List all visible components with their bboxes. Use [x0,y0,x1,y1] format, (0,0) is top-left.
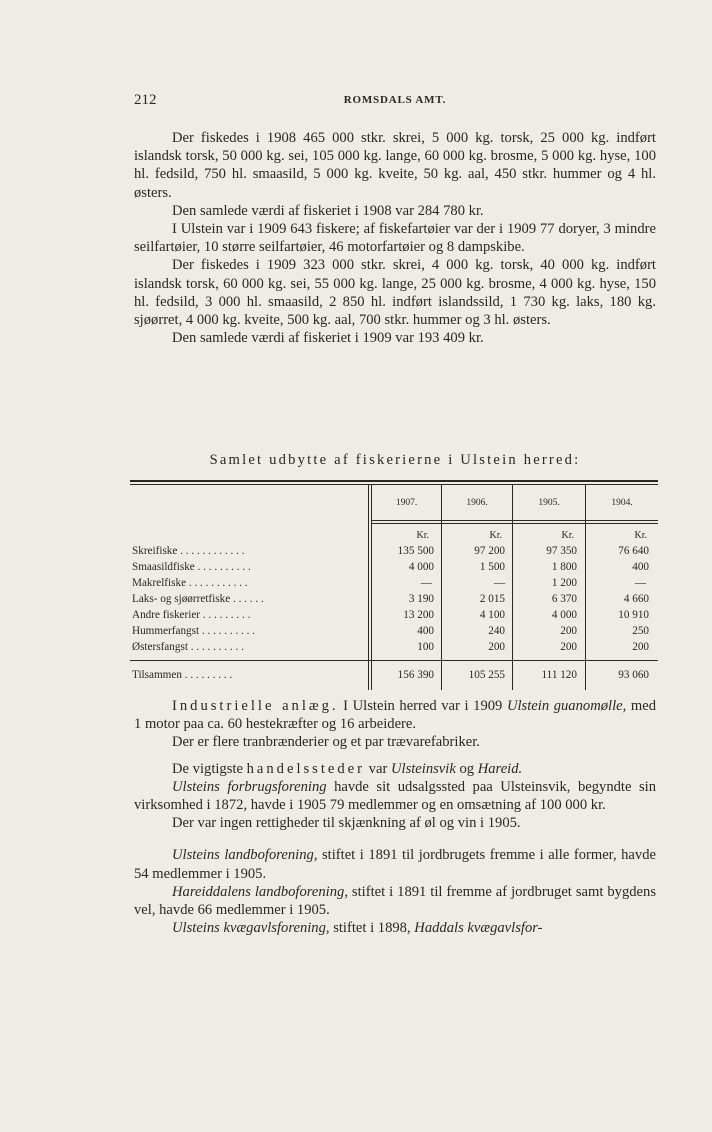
row-label: Smaasildfiske . . . . . . . . . . [132,561,251,573]
italic-name: Ulsteins kvægavlsforening, [172,920,330,937]
total-label: Tilsammen . . . . . . . . . [132,669,233,681]
cell-value: — [634,577,646,589]
italic-name: Ulsteins landboforening, [172,847,318,864]
cell-value: 200 [560,641,577,653]
paragraph-value-1908: Den samlede værdi af fiskeriet i 1908 var 284 780 kr. [172,202,484,219]
cell-value: 4 000 [408,561,434,573]
cell-value: 4 100 [479,609,505,621]
page-number: 212 [134,92,157,108]
cell-value: 100 [417,641,434,653]
paragraph-cattle-society [134,919,656,937]
cell-value: 13 200 [403,609,434,621]
table-top-rule-thin [130,484,658,485]
text-run: stiftet i 1898, [329,920,415,937]
paragraph-value-1909: Den samlede værdi af fiskeriet i 1909 var 193 409 kr. [172,330,484,347]
section-heading-industry: Industrielle anlæg. [172,698,339,714]
total-value: 105 255 [468,669,505,681]
paragraph-factories: Der er flere tranbrænderier og et par trævarefabriker. [172,734,480,751]
paragraph-consumer-society [134,778,656,814]
unit-label: Kr. [634,530,647,541]
italic-name: Hareiddalens landboforening, [172,883,348,900]
cell-value: 200 [488,641,505,653]
paragraph-industry [134,697,656,733]
total-value: 156 390 [397,669,434,681]
cell-value: 200 [632,641,649,653]
row-label: Østersfangst . . . . . . . . . . [132,641,244,653]
cell-value: 4 000 [551,609,577,621]
year-header: 1905. [538,498,560,508]
cell-value: 2 015 [479,593,505,605]
cell-value: 1 200 [551,577,577,589]
spaced-term: handelssteder [246,760,366,777]
italic-name: Ulstein guanomølle, [506,698,627,714]
cell-value: 400 [417,625,434,637]
cell-value: 240 [488,625,505,637]
row-label: Makrelfiske . . . . . . . . . . . [132,577,248,589]
row-label: Andre fiskerier . . . . . . . . . [132,609,251,621]
cell-value: 10 910 [618,609,649,621]
text-run: stiftet i 1891 til fremme af jordbruget samt bygdens vel, havde 66 medlemmer i 1905. [134,883,656,919]
total-value: 111 120 [541,669,577,681]
text-run: havde sit udsalgssted paa Ulsteinsvik, begyndte sin virksomhed i 1872, havde i 1905 79 medlemmer og en omsætning af 100 000 kr. [134,778,656,814]
year-header: 1907. [395,498,418,508]
year-header: 1906. [466,498,488,508]
paragraph-ulstein-farmers [134,846,656,882]
paragraph-hareiddal-farmers [134,883,656,919]
cell-value: 3 190 [408,593,434,605]
text-run: med 1 motor paa ca. 60 hestekræfter og 16 arbeidere. [134,698,656,733]
header-rule [371,520,658,521]
cell-value: 1 800 [551,561,577,573]
row-label: Skreifiske . . . . . . . . . . . . [132,545,245,557]
italic-name: Hareid. [477,760,523,777]
table-title: Samlet udbytte af fiskerierne i Ulstein herred: [209,452,581,468]
row-label: Laks- og sjøørretfiske . . . . . . [132,593,264,605]
running-title: ROMSDALS AMT. [343,94,447,106]
text-run: var [365,760,391,777]
cell-value: 97 200 [474,545,505,557]
unit-label: Kr. [489,530,502,541]
header-rule [371,523,658,524]
unit-label: Kr. [416,530,429,541]
text-run: stiftet i 1891 til jordbrugets fremme i alle former, havde 54 medlemmer i 1905. [134,847,656,882]
paragraph-licences: Der var ingen rettigheder til skjænkning af øl og vin i 1905. [172,815,521,832]
cell-value: 400 [632,561,649,573]
cell-value: 135 500 [397,545,434,557]
text-run: og [455,760,478,777]
italic-name: Ulsteins forbrugsforening [172,778,327,795]
paragraph-catch-1909: Der fiskedes i 1909 323 000 stkr. skrei, 4 000 kg. torsk, 40 000 kg. indført islandsk torsk, 60 000 kg. sei, 55 000 kg. lange, 25 000 kg. brosme, 4 000 kg. hyse, 150 hl. fedsild, 3 000 hl. smaasild, 2 850 hl. indført islandssild, 1 730 kg. laks, 180 kg. sjøørret, 4 000 kg. kveite, 500 kg. aal, 700 stkr. hummer og 3 hl. østers. [134,257,656,329]
cell-value: 6 370 [551,593,577,605]
cell-value: 97 350 [546,545,577,557]
year-header: 1904. [611,498,633,508]
paragraph-fishers-1909: I Ulstein var i 1909 643 fiskere; af fiskefartøier var der i 1909 77 doryer, 3 mindre seilfartøier, 10 større seilfartøier, 46 motorfartøier og 8 dampskibe. [134,221,656,256]
table-top-rule [130,480,658,482]
paragraph-trade-places [134,760,656,778]
paragraph-catch-1908: Der fiskedes i 1908 465 000 stkr. skrei, 5 000 kg. torsk, 25 000 kg. indført islandsk torsk, 50 000 kg. sei, 105 000 kg. lange, 60 000 kg. brosme, 5 000 kg. hyse, 100 hl. fedsild, 750 hl. smaasild, 5 000 kg. kveite, 50 kg. aal, 450 stkr. hummer og 4 hl. østers. [134,130,656,201]
cell-value: 4 660 [623,593,649,605]
body-text-top [134,129,656,347]
cell-value: — [420,577,432,589]
italic-name: Ulsteinsvik [390,760,456,777]
total-rule [130,660,658,661]
unit-label: Kr. [561,530,574,541]
cell-value: 200 [560,625,577,637]
cell-value: 1 500 [479,561,505,573]
body-text-bottom [134,697,656,937]
total-value: 93 060 [618,669,649,681]
cell-value: — [493,577,505,589]
row-label: Hummerfangst . . . . . . . . . . [132,625,256,637]
italic-name: Haddals kvægavlsfor- [414,920,543,937]
cell-value: 250 [632,625,649,637]
fishery-table [130,480,658,690]
text-run: De vigtigste [172,760,247,777]
cell-value: 76 640 [618,545,649,557]
page-header [134,92,656,112]
text-run: I Ulstein herred var i 1909 [338,698,507,714]
